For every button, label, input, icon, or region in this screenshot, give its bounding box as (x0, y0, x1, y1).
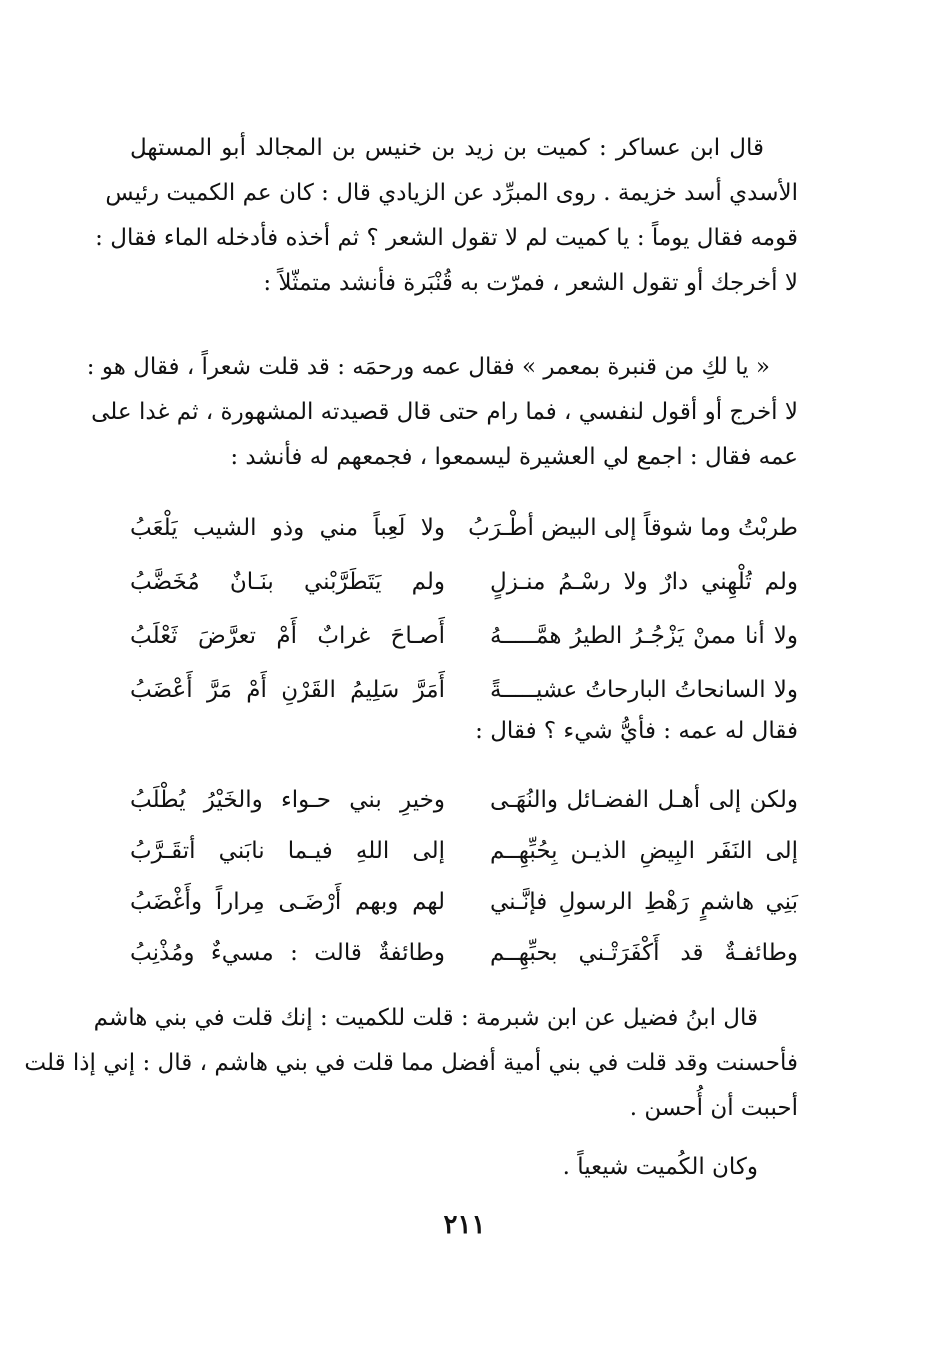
text-line: وكان الكُميت شيعياً . (562, 1154, 758, 1180)
hemistich-right: ولا أنا ممنْ يَزْجُـرُ الطيرُ همَّـــــهُ (490, 623, 798, 649)
verse (130, 931, 798, 976)
verse (130, 829, 798, 874)
text-line: الأسدي أسد خزيمة . روى المبرِّد عن الزيادي قال : كان عم الكميت رئيس (105, 180, 798, 206)
verse (130, 506, 798, 551)
hemistich-left: أَصـاحَ غرابٌ أَمْ تعرَّضَ ثَعْلَبُ (130, 623, 445, 649)
text-line: قومه فقال يوماً : يا كميت لم لا تقول الشعر ؟ ثم أخذه فأدخله الماء فقال : (95, 225, 798, 251)
paragraph-4 (130, 1145, 798, 1190)
text-line: عمه فقال : اجمع لي العشيرة ليسمعوا ، فجمعهم له فأنشد : (230, 444, 798, 470)
hemistich-left: وطائفةٌ قالت : مسيءٌ ومُذْنِبُ (130, 940, 445, 966)
text-line: لا أخرجك أو تقول الشعر ، فمرّت به قُنْبَرة فأنشد متمثّلاً : (263, 270, 798, 296)
paragraph-3 (24, 996, 798, 1131)
text-line: « يا لكِ من قنبرة بمعمر » فقال عمه ورحمَه : قد قلت شعراً ، فقال هو : (86, 354, 770, 380)
verse (130, 778, 798, 823)
hemistich-left: ولم يَتَطَرَّبْني بنَـانٌ مُخَضَّبُ (130, 569, 445, 595)
hemistich-right: ولكن إلى أهـل الفضـائل والنُهَـى (490, 787, 798, 813)
text-line: فأحسنت وقد قلت في بني أمية أفضل مما قلت في بني هاشم ، قال : إني إذا قلت (24, 1050, 798, 1076)
verse (130, 668, 798, 713)
page-number: ٢١١ (443, 1210, 486, 1240)
hemistich-right: وطائفـةٌ قد أَكْفَرَتْـني بحبِّهِــم (490, 940, 798, 966)
poem-2 (130, 778, 798, 966)
hemistich-right: إلى النَفَر البِيضِ الذيـن بِحُبِّهِــم (490, 838, 798, 864)
hemistich-left: إلى اللهِ فيـما نابَني أتقَـرَّبُ (130, 838, 445, 864)
paragraph-2 (86, 345, 798, 480)
verse (130, 560, 798, 605)
interlude-line (130, 709, 798, 754)
text-line: لا أخرج أو أقول لنفسي ، فما رام حتى قال قصيدته المشهورة ، ثم غدا على (91, 399, 798, 425)
hemistich-right: بَنِي هاشمٍ رَهْطِ الرسولِ فإنَّـني (490, 889, 798, 915)
text-line: أحببت أن أُحسن . (629, 1095, 798, 1121)
hemistich-left: وخيرِ بني حـواء والخَيْرُ يُطْلَبُ (130, 787, 445, 813)
poem-1 (130, 506, 798, 703)
verse (130, 880, 798, 925)
hemistich-left: ولا لَعِباً مني وذو الشيب يَلْعَبُ (130, 515, 445, 541)
verse (130, 614, 798, 659)
hemistich-right: ولم تُلْهِني دارٌ ولا رسْـمُ منـزلٍ (490, 569, 798, 595)
text-line: قال ابنُ فضيل عن ابن شبرمة : قلت للكميت : إنك قلت في بني هاشم (93, 1005, 758, 1031)
text-line: فقال له عمه : فأيُّ شيء ؟ فقال : (475, 718, 798, 744)
paragraph-1 (95, 126, 798, 306)
hemistich-right: طربْتُ وما شوقاً إلى البيض أطْـرَبُ (468, 515, 798, 541)
text-line: قال ابن عساكر : كميت بن زيد بن خنيس بن المجالد أبو المستهل (130, 135, 764, 161)
hemistich-left: لهم وبهم أَرْضَـى مِراراً وأَغْضَبُ (130, 889, 445, 915)
hemistich-right: ولا السانحاتُ البارحاتُ عشيـــــةً (490, 677, 798, 703)
hemistich-left: أَمَرَّ سَلِيمُ القَرْنِ أَمْ مَرَّ أَعْضَبُ (130, 677, 445, 703)
